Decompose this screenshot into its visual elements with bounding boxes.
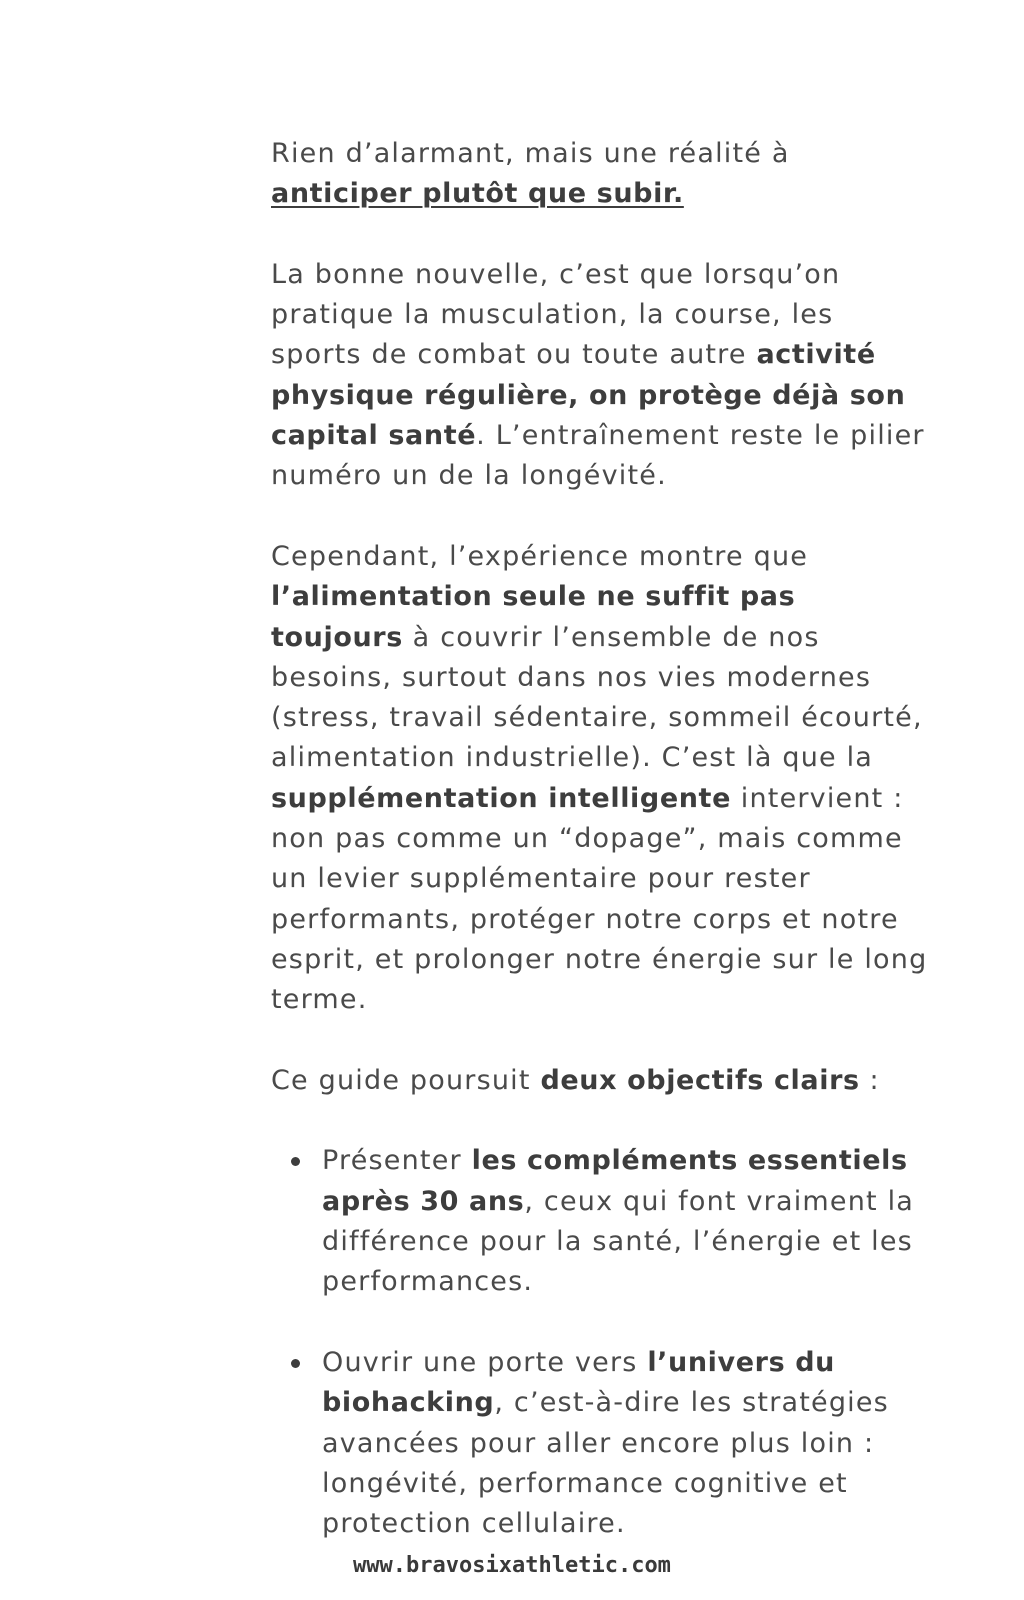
text-span: Ce guide poursuit bbox=[271, 1064, 541, 1096]
text-span: , c’est-à-dire les stratégies avancées pour aller encore plus loin : longévité, performance cognitive et protection cellulaire. bbox=[322, 1387, 889, 1540]
list-item bbox=[322, 1141, 931, 1302]
emphasis-essential-supplements: les compléments essentiels après 30 ans bbox=[322, 1145, 908, 1217]
text-span: , ceux qui font vraiment la différence pour la santé, l’énergie et les performances. bbox=[322, 1185, 915, 1298]
paragraph-good-news bbox=[271, 255, 931, 497]
emphasis-biohacking: l’univers du biohacking bbox=[322, 1346, 835, 1419]
text-span: Présenter bbox=[322, 1145, 472, 1177]
list-item bbox=[322, 1343, 931, 1544]
bullet-icon bbox=[291, 1359, 300, 1368]
text-span: . L’entraînement reste le pilier numéro un de la longévité. bbox=[271, 420, 925, 492]
text-span: Cependant, l’expérience montre que bbox=[271, 540, 809, 572]
text-span: intervient : non pas comme un “dopage”, mais comme un levier supplémentaire pour rester performants, protéger notre corps et notre esprit, et prolonger notre énergie sur le long terme. bbox=[271, 782, 928, 1016]
text-span: Rien d’alarmant, mais une réalité à bbox=[271, 138, 790, 169]
bullet-icon bbox=[291, 1157, 300, 1166]
paragraph-however bbox=[271, 537, 931, 1021]
emphasis-physical-activity: activité physique régulière, on protège déjà son capital santé bbox=[271, 339, 906, 452]
footer-website-url[interactable]: www.bravosixathletic.com bbox=[353, 1553, 671, 1578]
emphasis-two-goals: deux objectifs clairs bbox=[540, 1064, 860, 1096]
paragraph-guide-goals bbox=[271, 1061, 931, 1101]
objectives-list bbox=[271, 1141, 931, 1544]
text-span: Ouvrir une porte vers bbox=[322, 1346, 648, 1378]
emphasis-anticipate bbox=[271, 178, 684, 209]
text-span: La bonne nouvelle, c’est que lorsqu’on pratique la musculation, la course, les sports de combat ou toute autre bbox=[271, 258, 841, 371]
emphasis-diet-not-enough: l’alimentation seule ne suffit pas toujours bbox=[271, 581, 796, 653]
paragraph-intro bbox=[271, 134, 931, 215]
body-text bbox=[271, 134, 931, 1585]
underlined-text: anticiper plutôt que subir. bbox=[271, 178, 684, 210]
text-span: à couvrir l’ensemble de nos besoins, surtout dans nos vies modernes (stress, travail sédentaire, sommeil écourté, alimentation industrielle). C’est là que la bbox=[271, 621, 923, 774]
emphasis-smart-supplementation: supplémentation intelligente bbox=[271, 782, 731, 814]
text-span: : bbox=[859, 1064, 880, 1096]
